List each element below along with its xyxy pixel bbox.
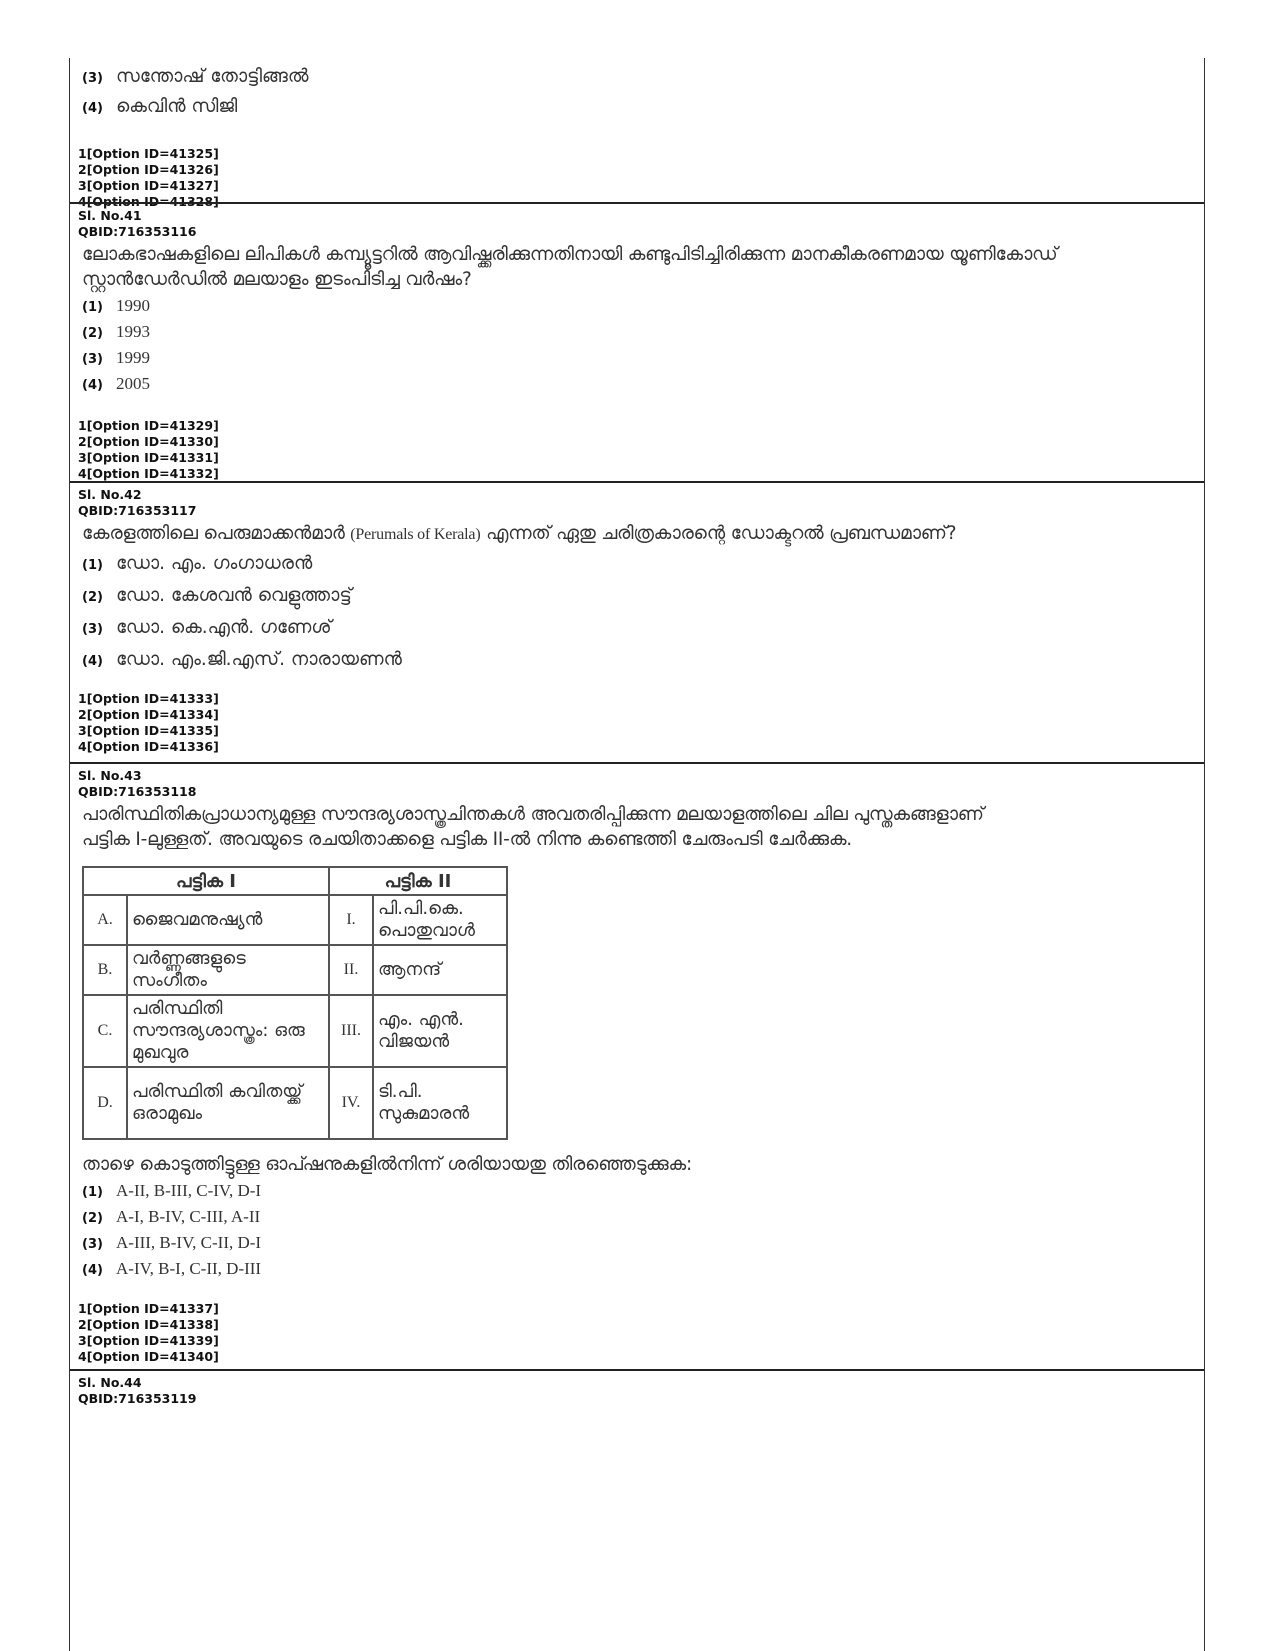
option-id: 1[Option ID=41337] xyxy=(78,1301,219,1316)
table-row xyxy=(83,945,507,995)
option-id: 1[Option ID=41333] xyxy=(78,691,219,706)
option-number: (4) xyxy=(82,654,103,669)
option-id: 1[Option ID=41325] xyxy=(78,146,219,161)
author-numeral: III. xyxy=(329,995,373,1067)
option[interactable] xyxy=(82,585,1196,617)
option-ids xyxy=(78,691,1196,755)
option[interactable] xyxy=(82,296,1196,322)
option-id: 3[Option ID=41331] xyxy=(78,450,219,465)
author-name: പി.പി.കെ. പൊതുവാൾ xyxy=(373,895,507,945)
option-text: 1990 xyxy=(116,296,150,315)
option-id: 1[Option ID=41329] xyxy=(78,418,219,433)
option-number: (4) xyxy=(82,1263,103,1278)
option-number: (2) xyxy=(82,590,103,605)
serial-number: Sl. No.41 xyxy=(78,208,142,223)
option-text: ഡോ. കേശവൻ വെളുത്താട്ട് xyxy=(116,585,352,606)
option-number: (3) xyxy=(82,352,103,367)
option-text: ഡോ. എം.ജി.എസ്. നാരായണൻ xyxy=(116,649,402,670)
question-42 xyxy=(70,481,1204,762)
item-letter: D. xyxy=(83,1067,127,1139)
list-1-header: പട്ടിക I xyxy=(83,867,329,895)
qbid: QBID:716353116 xyxy=(78,224,197,239)
option-text: കെവിൻ സിജി xyxy=(116,96,238,117)
question-text-line: പട്ടിക I-ലുള്ളത്. അവയുടെ രചയിതാക്കളെ പട്ടിക II-ൽ നിന്നു കണ്ടെത്തി ചേരുംപടി ചേർക്കുക. xyxy=(82,829,852,850)
option-ids xyxy=(78,418,1196,482)
question-paper-page xyxy=(69,58,1205,1651)
question-40-tail xyxy=(70,58,1204,209)
option[interactable] xyxy=(82,374,1196,400)
question-text-english: (Perumals of Kerala) xyxy=(350,526,481,543)
option-id: 3[Option ID=41327] xyxy=(78,178,219,193)
option-number: (2) xyxy=(82,326,103,341)
option-id: 2[Option ID=41326] xyxy=(78,162,219,177)
option-text: A-II, B-III, C-IV, D-I xyxy=(116,1181,262,1200)
item-letter: C. xyxy=(83,995,127,1067)
option-text: സന്തോഷ് തോട്ടിങ്ങൽ xyxy=(116,66,309,87)
author-name: ടി.പി. സുകുമാരൻ xyxy=(373,1067,507,1139)
option-ids xyxy=(78,1301,1196,1365)
option[interactable] xyxy=(82,1207,1196,1233)
option[interactable] xyxy=(82,348,1196,374)
option-id: 2[Option ID=41338] xyxy=(78,1317,219,1332)
option-number: (4) xyxy=(82,378,103,393)
author-numeral: IV. xyxy=(329,1067,373,1139)
option-ids xyxy=(78,146,1196,210)
option-text: 1999 xyxy=(116,348,150,367)
author-name: എം. എൻ. വിജയൻ xyxy=(373,995,507,1067)
option[interactable] xyxy=(82,66,1196,96)
item-letter: B. xyxy=(83,945,127,995)
table-row xyxy=(83,1067,507,1139)
question-text-part: കേരളത്തിലെ പെരുമാക്കൻമാർ xyxy=(82,523,351,544)
option-text: 1993 xyxy=(116,322,150,341)
instruction-text: താഴെ കൊടുത്തിട്ടുള്ള ഓപ്ഷനുകളിൽനിന്ന് ശരിയായതു തിരഞ്ഞെടുക്കുക: xyxy=(82,1154,692,1175)
question-41 xyxy=(70,202,1204,481)
question-44 xyxy=(70,1369,1204,1407)
serial-number: Sl. No.43 xyxy=(78,768,142,783)
book-title: ജൈവമനുഷ്യൻ xyxy=(127,895,329,945)
question-text xyxy=(82,802,1196,852)
option-id: 2[Option ID=41330] xyxy=(78,434,219,449)
option-text: 2005 xyxy=(116,374,150,393)
author-name: ആനന്ദ് xyxy=(373,945,507,995)
book-title: പരിസ്ഥിതി സൗന്ദര്യശാസ്ത്രം: ഒരു മുഖവുര xyxy=(127,995,329,1067)
option-number: (1) xyxy=(82,300,103,315)
table-row xyxy=(83,895,507,945)
book-title: വർണ്ണങ്ങളുടെ സംഗീതം xyxy=(127,945,329,995)
option-number: (3) xyxy=(82,1237,103,1252)
qbid: QBID:716353118 xyxy=(78,784,197,799)
qbid: QBID:716353119 xyxy=(78,1391,197,1406)
option-number: (3) xyxy=(82,622,103,637)
option[interactable] xyxy=(82,1259,1196,1285)
option-number: (1) xyxy=(82,558,103,573)
table-header-row xyxy=(83,867,507,895)
question-text: ലോകഭാഷകളിലെ ലിപികൾ കമ്പ്യൂട്ടറിൽ ആവിഷ്ക്കരിക്കുന്നതിനായി കണ്ടുപിടിച്ചിരിക്കുന്ന മാനകീകരണമായ യൂണികോഡ് സ്റ്റാൻഡേർഡിൽ മലയാളം ഇടംപിടിച്ച വർഷം? xyxy=(82,244,1058,290)
question-text-part: എന്നത് ഏതു ചരിത്രകാരന്റെ ഡോക്ടറൽ പ്രബന്ധമാണ്? xyxy=(480,523,957,544)
option-text: ഡോ. കെ.എൻ. ഗണേശ് xyxy=(116,617,332,638)
option-id: 4[Option ID=41340] xyxy=(78,1349,219,1364)
option-text: A-III, B-IV, C-II, D-I xyxy=(116,1233,262,1252)
question-text xyxy=(82,521,1196,547)
option[interactable] xyxy=(82,649,1196,681)
serial-number: Sl. No.42 xyxy=(78,487,142,502)
option[interactable] xyxy=(82,553,1196,585)
matching-table xyxy=(82,866,508,1140)
qbid: QBID:716353117 xyxy=(78,503,197,518)
book-title: പരിസ്ഥിതി കവിതയ്ക്ക് ഒരാമുഖം xyxy=(127,1067,329,1139)
question-43 xyxy=(70,762,1204,1369)
option-text: A-I, B-IV, C-III, A-II xyxy=(116,1207,261,1226)
option-id: 4[Option ID=41332] xyxy=(78,466,219,481)
option[interactable] xyxy=(82,96,1196,126)
item-letter: A. xyxy=(83,895,127,945)
option-text: A-IV, B-I, C-II, D-III xyxy=(116,1259,262,1278)
option-id: 3[Option ID=41339] xyxy=(78,1333,219,1348)
author-numeral: I. xyxy=(329,895,373,945)
table-row xyxy=(83,995,507,1067)
option[interactable] xyxy=(82,1181,1196,1207)
option-number: (2) xyxy=(82,1211,103,1226)
option-id: 3[Option ID=41335] xyxy=(78,723,219,738)
option[interactable] xyxy=(82,1233,1196,1259)
option-id: 2[Option ID=41334] xyxy=(78,707,219,722)
option-number: (4) xyxy=(82,101,103,116)
author-numeral: II. xyxy=(329,945,373,995)
question-text-line: പാരിസ്ഥിതികപ്രാധാന്യമുള്ള സൗന്ദര്യശാസ്ത്രചിന്തകൾ അവതരിപ്പിക്കുന്ന മലയാളത്തിലെ ചില പുസ്തകങ്ങളാണ് xyxy=(82,804,984,825)
option-number: (3) xyxy=(82,71,103,86)
option[interactable] xyxy=(82,617,1196,649)
option-id: 4[Option ID=41328] xyxy=(78,194,219,209)
option-number: (1) xyxy=(82,1185,103,1200)
option-id: 4[Option ID=41336] xyxy=(78,739,219,754)
list-2-header: പട്ടിക II xyxy=(329,867,507,895)
option-text: ഡോ. എം. ഗംഗാധരൻ xyxy=(116,553,313,574)
option[interactable] xyxy=(82,322,1196,348)
serial-number: Sl. No.44 xyxy=(78,1375,142,1390)
